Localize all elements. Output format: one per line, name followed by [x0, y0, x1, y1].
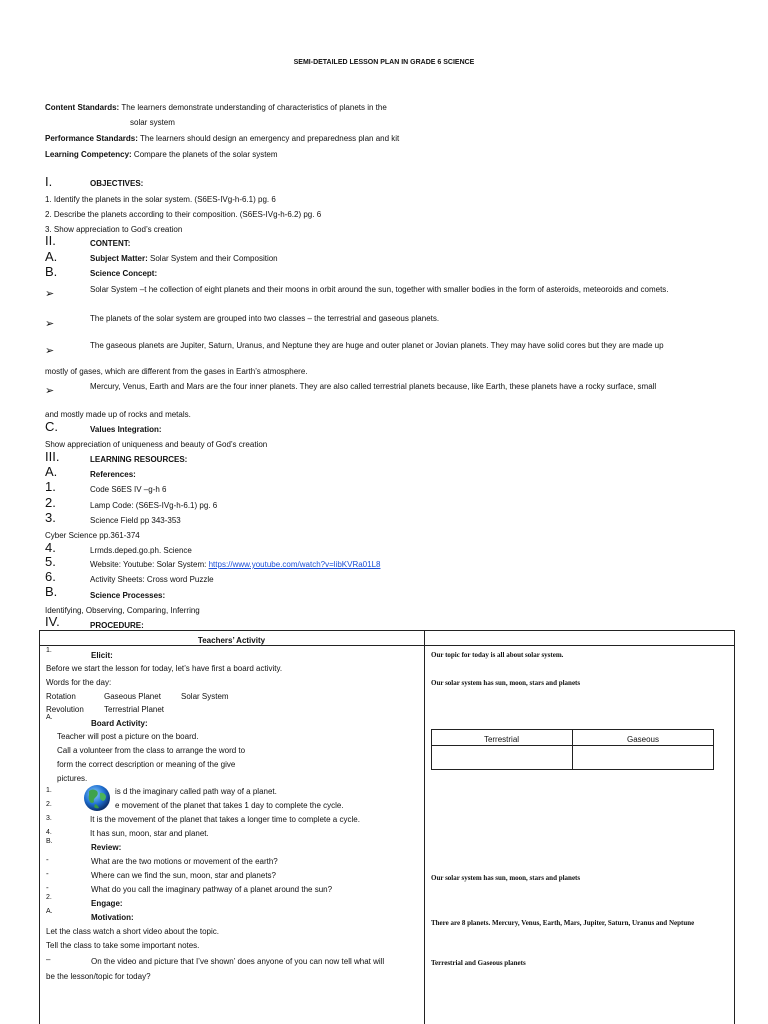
subject-matter: Subject Matter: Solar System and their Composition [90, 254, 278, 263]
science-concept-heading: Science Concept: [90, 269, 158, 278]
video-question: On the video and picture that I’ve shown’ does anyone of you can now tell what will [91, 957, 385, 966]
objective-3: 3. Show appreciation to God’s creation [45, 225, 183, 234]
concept-4: Mercury, Venus, Earth and Mars are the four inner planets. They are also called terrestrial planets because, like Earth, these planets have a rocky surface, small [90, 382, 657, 391]
reference-4: Lrmds.deped.go.ph. Science [90, 546, 192, 555]
engage-heading: Engage: [91, 899, 123, 908]
earth-globe-icon [80, 783, 114, 813]
picture-num-2: 2. [46, 801, 52, 808]
reference-3: Science Field pp 343-353 [90, 516, 181, 525]
inner-table-header-line [431, 745, 714, 746]
ref-num-4: 4. [45, 540, 56, 555]
review-question-3: What do you call the imaginary pathway of a planet around the sun? [91, 885, 333, 894]
section-numeral-iii: III. [45, 449, 60, 464]
reference-2: Lamp Code: (S6ES-IVg-h-6.1) pg. 6 [90, 501, 218, 510]
board-activity-heading: Board Activity: [91, 719, 148, 728]
page-title: SEMI-DETAILED LESSON PLAN IN GRADE 6 SCIENCE [293, 59, 475, 66]
section-numeral-ii: II. [45, 233, 56, 248]
em-dash-bullet: – [46, 955, 51, 964]
board-form-text: form the correct description or meaning of the give [57, 760, 236, 769]
content-standards: Content Standards: The learners demonstrate understanding of characteristics of planets in the [45, 103, 387, 112]
take-notes-text: Tell the class to take some important notes. [46, 941, 200, 950]
picture-num-3: 3. [46, 815, 52, 822]
arrow-bullet-icon: ➢ [45, 345, 55, 357]
review-heading: Review: [91, 843, 122, 852]
column-terrestrial: Terrestrial [483, 735, 520, 744]
table-header-divider [39, 645, 735, 646]
letter-a-content: A. [45, 249, 58, 264]
column-gaseous: Gaseous [626, 735, 660, 744]
ref-num-5: 5. [45, 554, 56, 569]
concept-1: Solar System –t he collection of eight planets and their moons in orbit around the sun, together with smaller bodies in the form of asteroids, meteoroids and comets. [90, 285, 669, 294]
dash-bullet: - [46, 855, 49, 864]
reference-1: Code S6ES IV –g-h 6 [90, 485, 167, 494]
section-numeral-iv: IV. [45, 614, 60, 629]
letter-b-review: B. [46, 838, 53, 845]
content-heading: CONTENT: [90, 239, 131, 248]
procedure-heading: PROCEDURE: [90, 621, 144, 630]
answer-solar-has-2: Our solar system has sun, moon, stars and planets [431, 874, 581, 882]
reference-5: Website: Youtube: Solar System: https://www.youtube.com/watch?v=libKVRa01L8 [90, 560, 381, 569]
ref-num-1: 1. [45, 479, 56, 494]
science-processes-heading: Science Processes: [90, 591, 166, 600]
concept-4-cont: and mostly made up of rocks and metals. [45, 410, 191, 419]
concept-3-cont: mostly of gases, which are different from the gases in Earth’s atmosphere. [45, 367, 308, 376]
picture-clue-4: It has sun, moon, star and planet. [90, 829, 209, 838]
arrow-bullet-icon: ➢ [45, 318, 55, 330]
objective-1: 1. Identify the planets in the solar system. (S6ES-IVg-h-6.1) pg. 6 [45, 195, 276, 204]
step-num-2: 2. [46, 894, 52, 901]
picture-num-1: 1. [46, 787, 52, 794]
ref-num-2: 2. [45, 495, 56, 510]
lesson-question: be the lesson/topic for today? [46, 972, 151, 981]
reference-6: Activity Sheets: Cross word Puzzle [90, 575, 214, 584]
arrow-bullet-icon: ➢ [45, 288, 55, 300]
word-terrestrial-planet: Terrestrial Planet [104, 705, 165, 714]
motivation-heading: Motivation: [91, 913, 134, 922]
review-question-1: What are the two motions or movement of the earth? [91, 857, 278, 866]
board-post-text: Teacher will post a picture on the board. [57, 732, 199, 741]
processes-text: Identifying, Observing, Comparing, Inferring [45, 606, 200, 615]
word-solar-system: Solar System [181, 692, 229, 701]
word-rotation: Rotation [46, 692, 76, 701]
answer-terrestrial-gaseous: Terrestrial and Gaseous planets [431, 959, 526, 967]
before-text: Before we start the lesson for today, let’s have first a board activity. [46, 664, 283, 673]
letter-b-processes: B. [45, 584, 58, 599]
board-pictures-text: pictures. [57, 774, 88, 783]
dash-bullet: - [46, 869, 49, 878]
table-column-divider [424, 630, 425, 1024]
dash-bullet: - [46, 883, 49, 892]
values-heading: Values Integration: [90, 425, 162, 434]
section-numeral-i: I. [45, 174, 53, 189]
watch-video-text: Let the class watch a short video about the topic. [46, 927, 219, 936]
references-heading: References: [90, 470, 136, 479]
concept-3: The gaseous planets are Jupiter, Saturn, Uranus, and Neptune they are huge and outer planet or Jovian planets. They may have solid cores but they are made up [90, 341, 664, 350]
learning-resources-heading: LEARNING RESOURCES: [90, 455, 188, 464]
word-gaseous-planet: Gaseous Planet [104, 692, 161, 701]
performance-standards: Performance Standards: The learners should design an emergency and preparedness plan and kit [45, 134, 400, 143]
ref-num-6: 6. [45, 569, 56, 584]
arrow-bullet-icon: ➢ [45, 385, 55, 397]
elicit-heading: Elicit: [91, 651, 113, 660]
word-revolution: Revolution [46, 705, 84, 714]
answer-eight-planets: There are 8 planets. Mercury, Venus, Earth, Mars, Jupiter, Saturn, Uranus and Neptune [431, 919, 695, 927]
objective-2: 2. Describe the planets according to their composition. (S6ES-IVg-h-6.2) pg. 6 [45, 210, 322, 219]
words-label: Words for the day: [46, 678, 112, 687]
youtube-link[interactable]: https://www.youtube.com/watch?v=libKVRa01L8 [208, 560, 381, 569]
teachers-activity-header: Teachers’ Activity [197, 636, 266, 645]
letter-a-motivation: A. [46, 908, 53, 915]
letter-b-content: B. [45, 264, 58, 279]
picture-clue-3: It is the movement of the planet that takes a longer time to complete a cycle. [90, 815, 360, 824]
step-num-1: 1. [46, 647, 52, 654]
board-volunteer-text: Call a volunteer from the class to arrange the word to [57, 746, 246, 755]
picture-clue-1: is d the imaginary called path way of a planet. [115, 787, 277, 796]
picture-num-4: 4. [46, 829, 52, 836]
ref-num-3: 3. [45, 510, 56, 525]
content-standards-cont: solar system [130, 118, 175, 127]
learning-competency: Learning Competency: Compare the planets of the solar system [45, 150, 278, 159]
answer-topic: Our topic for today is all about solar system. [431, 651, 564, 659]
letter-a-board: A. [46, 714, 53, 721]
review-question-2: Where can we find the sun, moon, star and planets? [91, 871, 276, 880]
letter-c-values: C. [45, 419, 58, 434]
values-text: Show appreciation of uniqueness and beauty of God’s creation [45, 440, 268, 449]
picture-clue-2: e movement of the planet that takes 1 day to complete the cycle. [115, 801, 344, 810]
letter-a-references: A. [45, 464, 58, 479]
concept-2: The planets of the solar system are grouped into two classes – the terrestrial and gaseous planets. [90, 314, 440, 323]
cyber-science: Cyber Science pp.361-374 [45, 531, 140, 540]
answer-solar-has-1: Our solar system has sun, moon, stars and planets [431, 679, 581, 687]
objectives-heading: OBJECTIVES: [90, 179, 144, 188]
